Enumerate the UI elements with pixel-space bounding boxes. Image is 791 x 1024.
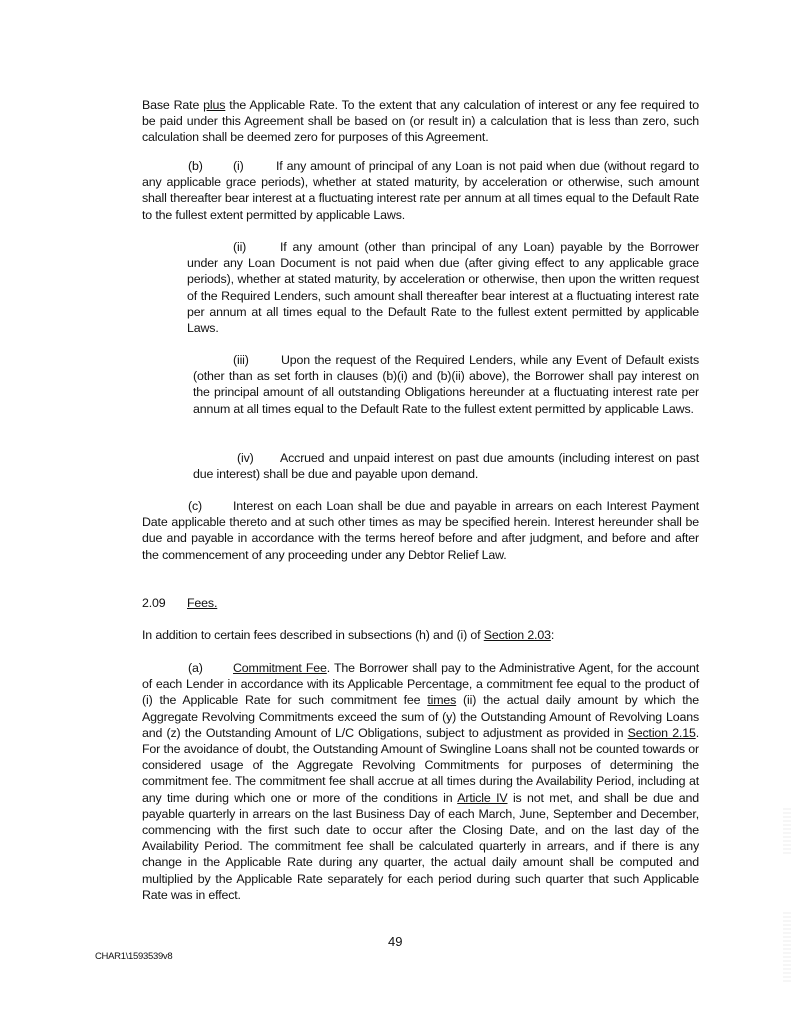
page-number: 49 bbox=[388, 934, 403, 949]
paragraph-b-ii: (ii) If any amount (other than principal of any Loan) payable by the Borrower under any Loan Document is not paid when due (after giving effect to any applicable grace periods), whether at stated maturity, by acceleration or otherwise, then upon the written request of the Required Lenders, such amount shall thereafter bear interest at a fluctuating interest rate per annum at all times equal to the Default Rate to the fullest extent permitted by applicable Laws. bbox=[187, 240, 699, 336]
emphasis-times: times bbox=[427, 693, 457, 708]
link-section-2-03[interactable]: Section 2.03 bbox=[483, 628, 551, 642]
link-article-iv[interactable]: Article IV bbox=[457, 790, 508, 805]
section-number: 2.09 bbox=[142, 596, 166, 610]
commitment-fee-title: Commitment Fee bbox=[233, 661, 327, 675]
paragraph-b-i: (b) (i) If any amount of principal of any Loan is not paid when due (without regard to any applicable grace periods), whether at stated maturity, by acceleration or otherwise, such amount shall thereafter bear interest at a fluctuating interest rate per annum at all times equal to the Default Rate to the fullest extent permitted by applicable Laws. bbox=[142, 159, 699, 222]
label-iii: (iii) bbox=[233, 353, 249, 367]
label-i: (i) bbox=[233, 159, 244, 173]
label-ii: (ii) bbox=[233, 240, 247, 254]
document-id: CHAR1\1593539v8 bbox=[95, 951, 173, 962]
label-iv: (iv) bbox=[237, 451, 254, 465]
link-section-2-15[interactable]: Section 2.15 bbox=[627, 725, 696, 740]
scan-artifact bbox=[783, 912, 791, 982]
label-b: (b) bbox=[188, 159, 203, 173]
paragraph-a-commitment-fee: (a) Commitment Fee. The Borrower shall pay to the Administrative Agent, for the account of each Lender in accordance with its Applicable Percentage, a commitment fee equal to the product of (i) the Applicable Rate for such commitment fee times (ii) the actual daily amount by which the Aggregate Revolving Commitments exceed the sum of (y) the Outstanding Amount of Revolving Loans and (z) the Outstanding Amount of L/C Obligations, subject to adjustment as provided in Section 2.15. For the avoidance of doubt, the Outstanding Amount of Swingline Loans shall not be counted towards or considered usage of the Aggregate Revolving Commitments for purposes of determining the commitment fee. The commitment fee shall accrue at all times during the Availability Period, including at any time during which one or more of the conditions in Article IV is not met, and shall be due and payable quarterly in arrears on the last Business Day of each March, June, September and December, commencing with the first such date to occur after the Closing Date, and on the last day of the Availability Period. The commitment fee shall be calculated quarterly in arrears, and if there is any change in the Applicable Rate during any quarter, the actual daily amount shall be computed and multiplied by the Applicable Rate separately for each period during such quarter that such Applicable Rate was in effect. bbox=[142, 661, 700, 902]
paragraph-b-iv: (iv) Accrued and unpaid interest on past due amounts (including interest on past due interest) shall be due and payable upon demand. bbox=[193, 451, 699, 482]
section-heading-2-09 bbox=[142, 595, 699, 611]
paragraph-fees-intro: In addition to certain fees described in subsections (h) and (i) of Section 2.03: bbox=[142, 628, 555, 642]
paragraph-b-iii: (iii) Upon the request of the Required Lenders, while any Event of Default exists (other than as set forth in clauses (b)(i) and (b)(ii) above), the Borrower shall pay interest on the principal amount of all outstanding Obligations hereunder at a fluctuating interest rate per annum at all times equal to the Default Rate to the fullest extent permitted by applicable Laws. bbox=[193, 353, 699, 416]
paragraph-c: (c) Interest on each Loan shall be due and payable in arrears on each Interest Payment Date applicable thereto and at such other times as may be specified herein. Interest hereunder shall be due and payable in accordance with the terms hereof before and after judgment, and before and after the commencement of any proceeding under any Debtor Relief Law. bbox=[142, 499, 699, 562]
label-a: (a) bbox=[188, 661, 203, 675]
scan-artifact bbox=[783, 808, 791, 856]
emphasis-plus: plus bbox=[203, 98, 226, 112]
section-title: Fees. bbox=[187, 596, 218, 610]
label-c: (c) bbox=[188, 499, 202, 513]
paragraph-rate-tail: Base Rate plus the Applicable Rate. To the extent that any calculation of interest or any fee required to be paid under this Agreement shall be based on (or result in) a calculation that is less than zero, such calculation shall be deemed zero for purposes of this Agreement. bbox=[142, 98, 699, 145]
